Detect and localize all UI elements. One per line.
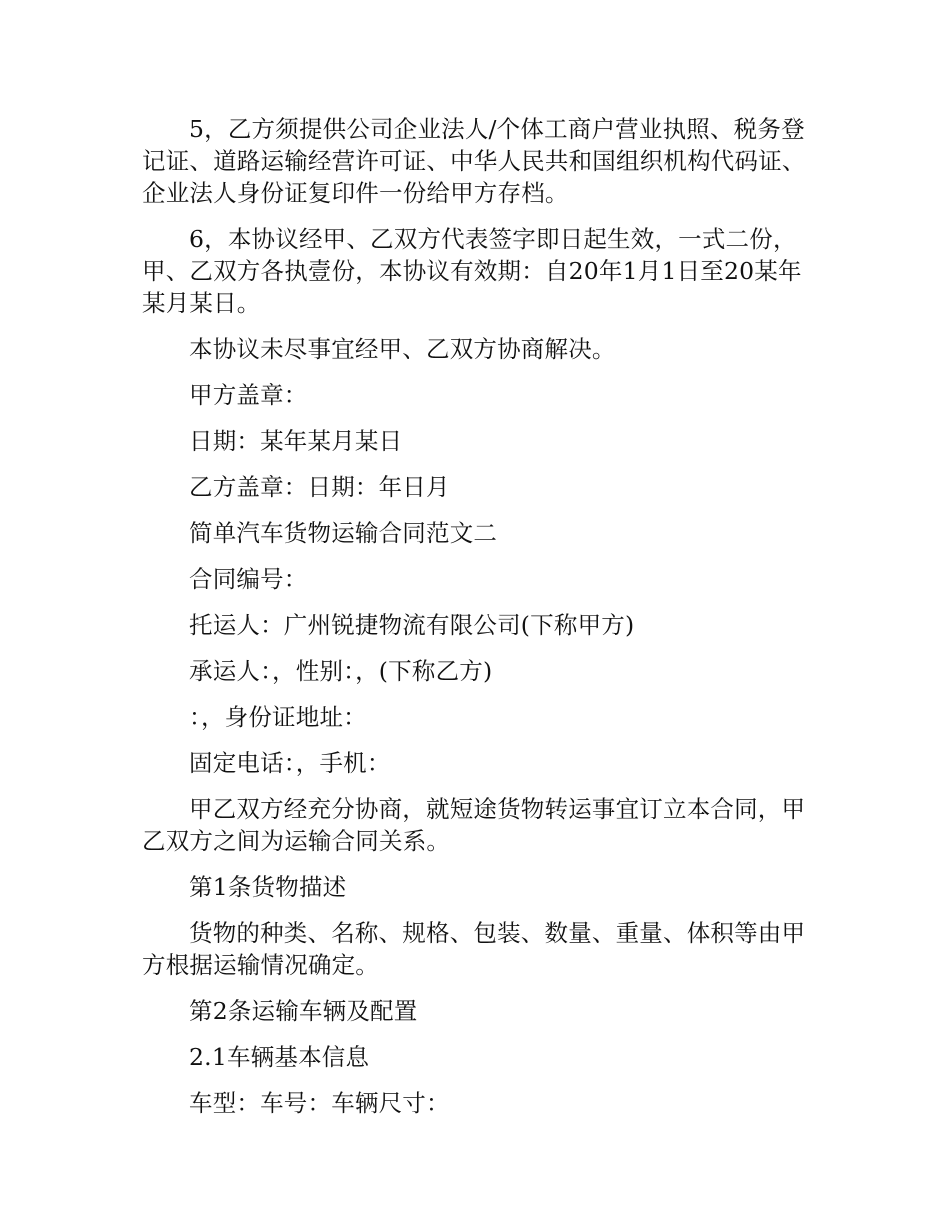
party-b-seal-date-line: 乙方盖章：日期：年日月	[189, 473, 450, 501]
contract-number-line: 合同编号：	[189, 565, 308, 593]
carrier-line: 承运人：，性别：，(下称乙方)	[189, 657, 493, 685]
article-1-text: 货物的种类、名称、规格、包装、数量、重量、体积等由甲方根据运输情况确定。	[142, 919, 806, 979]
article-2-heading: 第2条运输车辆及配置	[189, 997, 418, 1025]
shipper-line: 托运人：广州锐捷物流有限公司(下称甲方)	[189, 611, 635, 639]
party-a-date-line: 日期：某年某月某日	[189, 427, 403, 455]
article-1-heading: 第1条货物描述	[189, 873, 347, 901]
vehicle-info-line: 车型：车号：车辆尺寸：	[189, 1089, 450, 1117]
article-2-1-heading: 2.1车辆基本信息	[189, 1043, 370, 1071]
id-address-line: ：，身份证地址：	[189, 703, 367, 731]
clause-5-documents: 5，乙方须提供公司企业法人/个体工商户营业执照、税务登记证、道路运输经营许可证、中华人民共和国组织机构代码证、企业法人身份证复印件一份给甲方存档。	[142, 115, 806, 207]
agreement-intro: 甲乙双方经充分协商，就短途货物转运事宜订立本合同，甲乙双方之间为运输合同关系。	[142, 795, 806, 855]
phone-line: 固定电话：，手机：	[189, 749, 391, 777]
document-body	[142, 113, 810, 1133]
party-a-seal-label: 甲方盖章：	[189, 381, 308, 409]
unresolved-matters-note: 本协议未尽事宜经甲、乙双方协商解决。	[189, 335, 616, 363]
clause-6-validity: 6，本协议经甲、乙双方代表签字即日起生效，一式二份，甲、乙双方各执壹份，本协议有效期：自20年1月1日至20某年某月某日。	[142, 225, 802, 317]
section-title: 简单汽车货物运输合同范文二	[189, 519, 498, 547]
